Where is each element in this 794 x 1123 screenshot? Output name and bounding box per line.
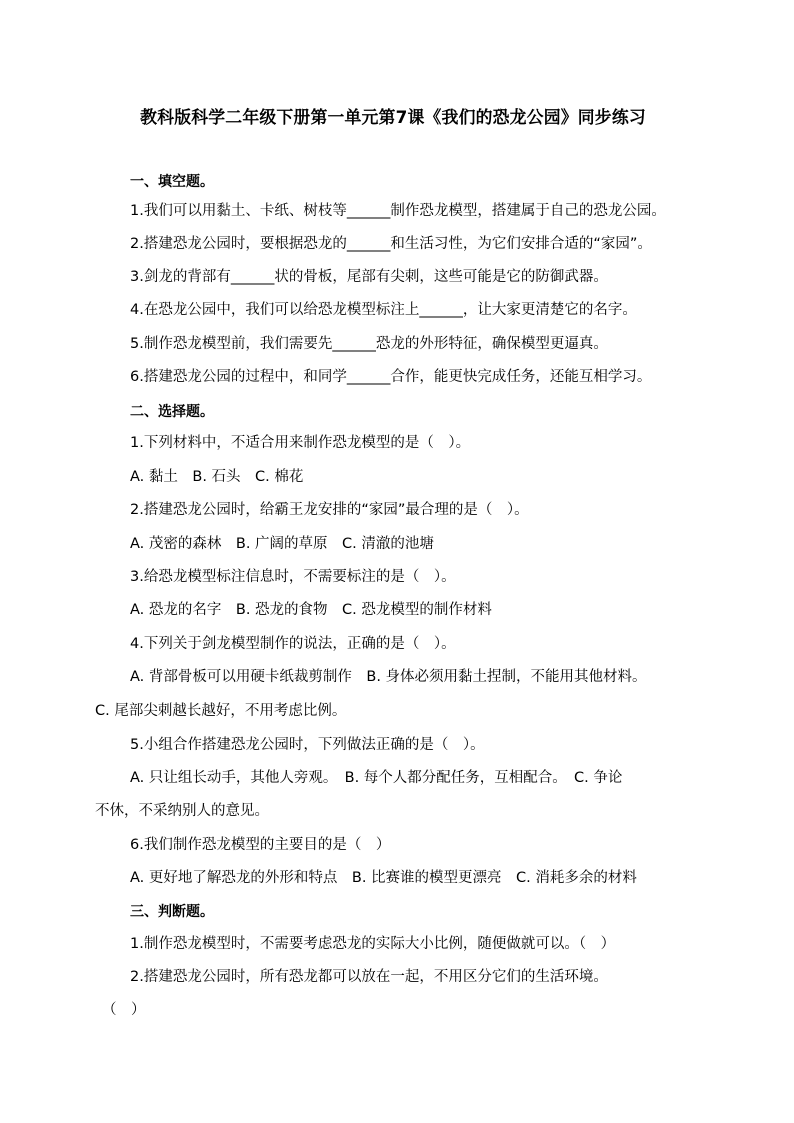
- fill-blank-item-5: 5.制作恐龙模型前，我们需要先______恐龙的外形特征，确保模型更逼真。: [130, 336, 608, 352]
- fill-blank-item-1: 1.我们可以用黏土、卡纸、树枝等______制作恐龙模型，搭建属于自己的恐龙公园。: [130, 203, 666, 219]
- judgment-question-1: 1.制作恐龙模型时，不需要考虑恐龙的实际大小比例，随便做就可以。（ ）: [130, 936, 616, 952]
- section-heading-choice: 二、选择题。: [130, 404, 214, 420]
- choice-options-4-line2: C. 尾部尖刺越长越好，不用考虑比例。: [95, 703, 347, 719]
- judgment-question-2-line1: 2.搭建恐龙公园时，所有恐龙都可以放在一起，不用区分它们的生活环境。: [130, 969, 608, 985]
- fill-blank-item-2: 2.搭建恐龙公园时，要根据恐龙的______和生活习性，为它们安排合适的“家园”。: [130, 236, 652, 252]
- choice-question-6: 6.我们制作恐龙模型的主要目的是（ ）: [130, 837, 391, 853]
- section-heading-judgment: 三、判断题。: [130, 904, 214, 920]
- choice-question-4: 4.下列关于剑龙模型制作的说法，正确的是（ ）。: [130, 636, 456, 652]
- choice-options-1: A. 黏土 B. 石头 C. 棉花: [130, 469, 304, 485]
- page-title: 教科版科学二年级下册第一单元第7课《我们的恐龙公园》同步练习: [140, 108, 646, 128]
- choice-options-2: A. 茂密的森林 B. 广阔的草原 C. 清澈的池塘: [130, 536, 434, 552]
- choice-question-5: 5.小组合作搭建恐龙公园时，下列做法正确的是（ ）。: [130, 737, 485, 753]
- choice-options-4-line1: A. 背部骨板可以用硬卡纸裁剪制作 B. 身体必须用黏土捏制，不能用其他材料。: [130, 669, 647, 685]
- choice-options-5-line2: 不休，不采纳别人的意见。: [95, 803, 269, 819]
- judgment-question-2-line2: （ ）: [102, 1002, 146, 1018]
- section-heading-fill-blank: 一、填空题。: [130, 174, 214, 190]
- choice-question-2: 2.搭建恐龙公园时，给霸王龙安排的“家园”最合理的是（ ）。: [130, 502, 529, 518]
- choice-options-6: A. 更好地了解恐龙的外形和特点 B. 比赛谁的模型更漂亮 C. 消耗多余的材料: [130, 870, 637, 886]
- fill-blank-item-4: 4.在恐龙公园中，我们可以给恐龙模型标注上______，让大家更清楚它的名字。: [130, 302, 637, 318]
- choice-question-1: 1.下列材料中，不适合用来制作恐龙模型的是（ ）。: [130, 435, 471, 451]
- fill-blank-item-3: 3.剑龙的背部有______状的骨板，尾部有尖刺，这些可能是它的防御武器。: [130, 269, 608, 285]
- choice-options-3: A. 恐龙的名字 B. 恐龙的食物 C. 恐龙模型的制作材料: [130, 602, 492, 618]
- fill-blank-item-6: 6.搭建恐龙公园的过程中，和同学______合作，能更快完成任务，还能互相学习。: [130, 369, 652, 385]
- choice-options-5-line1: A. 只让组长动手，其他人旁观。 B. 每个人都分配任务，互相配合。 C. 争论: [130, 770, 623, 786]
- choice-question-3: 3.给恐龙模型标注信息时，不需要标注的是（ ）。: [130, 569, 456, 585]
